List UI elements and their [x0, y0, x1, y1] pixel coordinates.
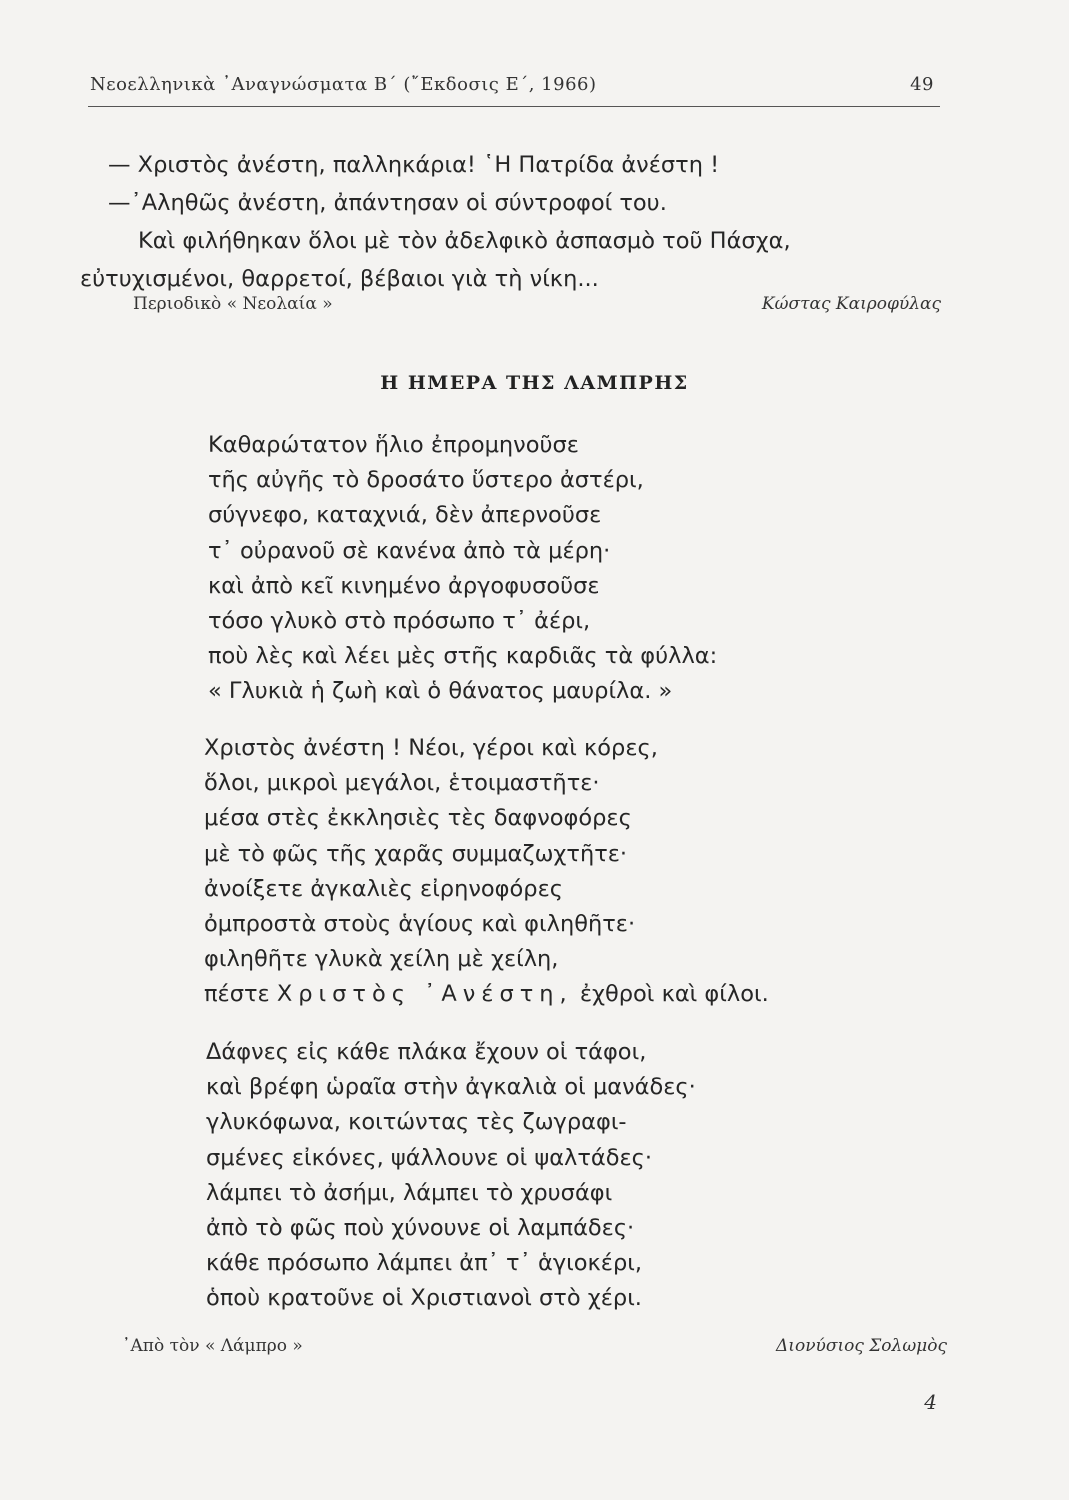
poem-line: μέσα στὲς ἐκκλησιὲς τὲς δαφνοφόρες — [204, 805, 632, 832]
poem-line: φιληθῆτε γλυκὰ χείλη μὲ χείλη, — [204, 946, 559, 973]
poem-line: τόσο γλυκὸ στὸ πρόσωπο τ᾿ ἀέρι, — [208, 608, 591, 635]
poem-source: ᾿Απὸ τὸν « Λάμπρο » — [122, 1336, 303, 1356]
line-suffix: ἐχθροὶ καὶ φίλοι. — [572, 981, 769, 1008]
poem-line: « Γλυκιὰ ἡ ζωὴ καὶ ὁ θάνατος μαυρίλα. » — [208, 678, 673, 705]
spaced-emphasis: Χριστὸς ᾿Ανέστη, — [276, 981, 573, 1008]
poem-line: ὀμπροστὰ στοὺς ἁγίους καὶ φιληθῆτε· — [204, 911, 636, 938]
poem-line: ὅλοι, μικροὶ μεγάλοι, ἑτοιμαστῆτε· — [204, 770, 600, 797]
header-rule — [88, 106, 940, 107]
poem-line: τῆς αὐγῆς τὸ δροσάτο ὕστερο ἀστέρι, — [208, 467, 644, 494]
prose-line: εὐτυχισμένοι, θαρρετοί, βέβαιοι γιὰ τὴ νίκη... — [80, 266, 599, 292]
poem-stanza-1 — [208, 428, 717, 710]
page-number: 49 — [910, 74, 934, 95]
prose-source: Περιοδικὸ « Νεολαία » — [133, 294, 333, 314]
poem-line: τ᾿ οὐρανοῦ σὲ κανένα ἀπὸ τὰ μέρη· — [208, 537, 611, 564]
poem-stanza-2 — [204, 731, 769, 1013]
poem-line: σύγνεφο, καταχνιά, δὲν ἀπερνοῦσε — [208, 502, 602, 529]
poem-line: λάμπει τὸ ἀσήμι, λάμπει τὸ χρυσάφι — [206, 1179, 613, 1206]
prose-author: Κώστας Καιροφύλας — [761, 294, 941, 314]
prose-line: — Χριστὸς ἀνέστη, παλληκάρια! ῾Η Πατρίδα ἀνέστη ! — [108, 152, 720, 178]
poem-line-last — [204, 977, 769, 1012]
prose-line: —᾿Αληθῶς ἀνέστη, ἀπάντησαν οἱ σύντροφοί του. — [108, 190, 667, 216]
poem-line: καὶ ἀπὸ κεῖ κινημένο ἀργοφυσοῦσε — [208, 572, 600, 599]
signature-mark: 4 — [924, 1390, 937, 1414]
poem-line: ἀνοίξετε ἀγκαλιὲς εἰρηνοφόρες — [204, 875, 563, 902]
running-header — [90, 74, 938, 104]
poem-author: Διονύσιος Σολωμὸς — [776, 1336, 947, 1356]
line-prefix: πέστε — [204, 981, 277, 1008]
prose-line: Καὶ φιλήθηκαν ὅλοι μὲ τὸν ἀδελφικὸ ἀσπασμὸ τοῦ Πάσχα, — [138, 228, 791, 254]
poem-line: Καθαρώτατον ἥλιο ἐπρομηνοῦσε — [208, 432, 579, 458]
poem-line: Δάφνες εἰς κάθε πλάκα ἔχουν οἱ τάφοι, — [206, 1039, 647, 1065]
poem-line: Χριστὸς ἀνέστη ! Νέοι, γέροι καὶ κόρες, — [204, 735, 658, 761]
poem-stanza-3 — [206, 1035, 696, 1317]
poem-line: κάθε πρόσωπο λάμπει ἀπ᾿ τ᾿ ἁγιοκέρι, — [206, 1250, 642, 1277]
poem-line: σμένες εἰκόνες, ψάλλουνε οἱ ψαλτάδες· — [206, 1144, 653, 1171]
poem-title: Η ΗΜΕΡΑ ΤΗΣ ΛΑΜΠΡΗΣ — [380, 372, 689, 394]
poem-line: ὁποὺ κρατοῦνε οἱ Χριστιανοὶ στὸ χέρι. — [206, 1285, 642, 1312]
poem-line: καὶ βρέφη ὡραῖα στὴν ἀγκαλιὰ οἱ μανάδες· — [206, 1074, 696, 1101]
prose-excerpt — [80, 146, 948, 298]
book-title: Νεοελληνικὰ ᾿Αναγνώσματα Β΄ (῎Εκδοσις Ε΄, 1966) — [90, 74, 597, 95]
poem-line: ποὺ λὲς καὶ λέει μὲς στῆς καρδιᾶς τὰ φύλλα: — [208, 643, 718, 670]
poem-line: μὲ τὸ φῶς τῆς χαρᾶς συμμαζωχτῆτε· — [204, 840, 628, 867]
poem-line: ἀπὸ τὸ φῶς ποὺ χύνουνε οἱ λαμπάδες· — [206, 1215, 635, 1242]
poem-line: γλυκόφωνα, κοιτώντας τὲς ζωγραφι- — [206, 1109, 627, 1136]
